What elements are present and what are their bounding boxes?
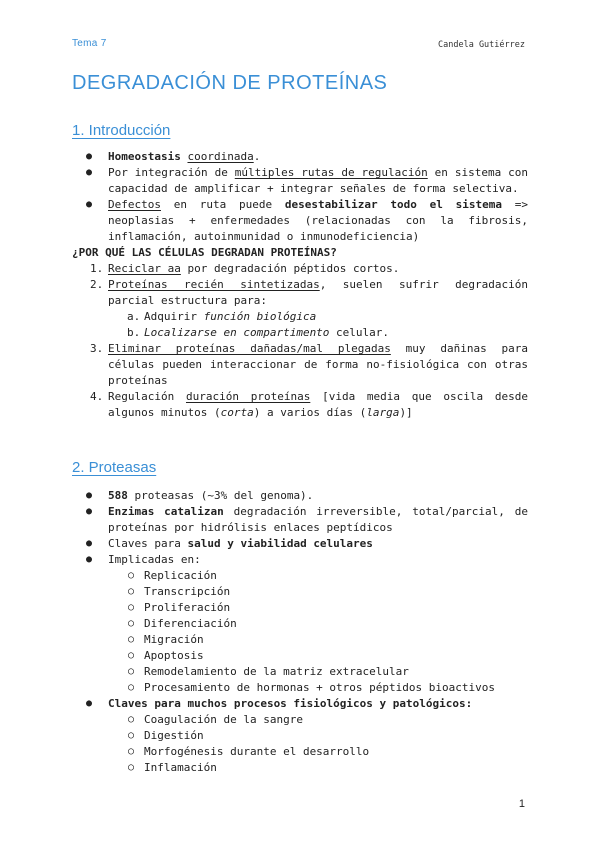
circle-marker: ○ — [128, 666, 135, 677]
underlined-text: Reciclar aa — [108, 262, 181, 275]
item-text: Proliferación — [144, 601, 231, 614]
item-text: Implicadas en: — [108, 553, 201, 566]
numbered-item — [72, 341, 528, 389]
sub-list-item — [72, 600, 528, 616]
sub-list-item — [72, 760, 528, 776]
item-text: . — [253, 150, 261, 163]
item-text: Morfogénesis durante el desarrollo — [144, 745, 370, 758]
bullet-marker: ● — [86, 538, 93, 549]
sub-item — [72, 325, 528, 341]
italic-text: Localizarse en compartimento — [144, 326, 330, 339]
item-text: por degradación péptidos cortos. — [180, 262, 400, 275]
sub-list-item — [72, 680, 528, 696]
item-text: en sistema con capacidad de amplificar + integrar señales de forma selectiva. — [108, 166, 528, 195]
sub-list-item — [72, 744, 528, 760]
item-text: Migración — [144, 633, 204, 646]
item-text: Apoptosis — [144, 649, 204, 662]
bold-text: salud y viabilidad celulares — [187, 537, 373, 550]
circle-marker: ○ — [128, 618, 135, 629]
page-title: DEGRADACIÓN DE PROTEÍNAS — [72, 72, 388, 94]
item-text: Replicación — [144, 569, 217, 582]
item-text: degradación irreversible, total/parcial, de proteínas por hidrólisis enlaces peptídicos — [108, 505, 528, 534]
item-text: Coagulación de la sangre — [144, 713, 303, 726]
italic-text: larga — [366, 406, 400, 419]
underlined-text: coordinada — [187, 150, 254, 163]
bullet-marker: ● — [86, 151, 93, 162]
sub-list-item — [72, 568, 528, 584]
bullet-marker: ● — [86, 506, 93, 517]
question-heading: ¿POR QUÉ LAS CÉLULAS DEGRADAN PROTEÍNAS? — [72, 246, 337, 259]
circle-marker: ○ — [128, 682, 135, 693]
list-item — [72, 536, 528, 552]
number-marker: 4. — [90, 390, 104, 403]
sub-item — [72, 309, 528, 325]
numbered-item — [72, 277, 528, 309]
numbered-item — [72, 261, 528, 277]
numbered-item — [72, 389, 528, 421]
item-text: )] — [399, 406, 413, 419]
circle-marker: ○ — [128, 570, 135, 581]
item-text: ) a varios días ( — [253, 406, 367, 419]
list-item — [72, 504, 528, 536]
list-item — [72, 149, 528, 165]
bullet-marker: ● — [86, 199, 93, 210]
bold-text: Claves para muchos procesos fisiológicos y patológicos: — [108, 697, 473, 710]
list-item — [72, 696, 528, 712]
item-text: , suelen sufrir degradación parcial estructura para: — [108, 278, 529, 307]
bold-text: desestabilizar todo el sistema — [284, 198, 502, 211]
italic-text: corta — [220, 406, 254, 419]
list-item — [72, 488, 528, 504]
item-text: Digestión — [144, 729, 204, 742]
sub-list-item — [72, 616, 528, 632]
bold-text: Homeostasis — [108, 150, 181, 163]
sub-list-item — [72, 664, 528, 680]
bullet-marker: ● — [86, 490, 93, 501]
item-text: => neoplasias + enfermedades (relacionadas con la fibrosis, inflamación, autoinmunidad o inmunodeficiencia) — [108, 198, 528, 243]
sub-list-item — [72, 648, 528, 664]
underlined-text: Eliminar proteínas dañadas/mal plegadas — [108, 342, 391, 355]
item-text: Por integración de — [108, 166, 235, 179]
item-text: [vida media que oscila desde algunos minutos ( — [108, 390, 528, 419]
page-number: 1 — [518, 798, 525, 810]
underlined-text: Defectos — [108, 198, 161, 211]
bold-text: 588 — [108, 489, 128, 502]
sub-list-item — [72, 632, 528, 648]
bullet-marker: ● — [86, 698, 93, 709]
item-text: proteasas (~3% del genoma). — [127, 489, 314, 502]
underlined-text: Proteínas recién sintetizadas — [108, 278, 320, 291]
circle-marker: ○ — [128, 714, 135, 725]
item-text: en ruta puede — [160, 198, 285, 211]
number-marker: 3. — [90, 342, 104, 355]
underlined-text: duración proteínas — [185, 390, 311, 403]
underlined-text: múltiples rutas de regulación — [234, 166, 428, 179]
section-heading-proteasas: 2. Proteasas — [72, 459, 157, 476]
section-heading-introduccion: 1. Introducción — [72, 122, 171, 139]
header-topic: Tema 7 — [72, 38, 107, 49]
italic-text: función biológica — [203, 310, 317, 323]
number-marker: 2. — [90, 278, 104, 291]
sub-list-item — [72, 728, 528, 744]
bold-text: Enzimas catalizan — [108, 505, 224, 518]
list-item — [72, 165, 528, 197]
number-marker: 1. — [90, 262, 104, 275]
header-author: Candela Gutiérrez — [438, 40, 525, 50]
bullet-marker: ● — [86, 167, 93, 178]
circle-marker: ○ — [128, 746, 135, 757]
item-text: Remodelamiento de la matriz extracelular — [144, 665, 409, 678]
circle-marker: ○ — [128, 650, 135, 661]
letter-marker: a. — [127, 310, 141, 323]
item-text: Diferenciación — [144, 617, 237, 630]
list-item — [72, 552, 528, 568]
list-item — [72, 197, 528, 245]
circle-marker: ○ — [128, 586, 135, 597]
sub-list-item — [72, 584, 528, 600]
item-text: Adquirir — [144, 310, 204, 323]
item-text: Inflamación — [144, 761, 217, 774]
circle-marker: ○ — [128, 602, 135, 613]
section-introduccion — [72, 149, 528, 421]
bullet-marker: ● — [86, 554, 93, 565]
sub-list-item — [72, 712, 528, 728]
section-proteasas — [72, 488, 528, 776]
circle-marker: ○ — [128, 634, 135, 645]
letter-marker: b. — [127, 326, 141, 339]
circle-marker: ○ — [128, 762, 135, 773]
item-text: Transcripción — [144, 585, 231, 598]
item-text: Regulación — [108, 390, 186, 403]
circle-marker: ○ — [128, 730, 135, 741]
item-text: Procesamiento de hormonas + otros péptidos bioactivos — [144, 681, 495, 694]
item-text: celular. — [329, 326, 390, 339]
item-text: Claves para — [108, 537, 188, 550]
item-text: muy dañinas para células pueden interaccionar de forma no-fisiológica con otras proteínas — [108, 342, 528, 387]
